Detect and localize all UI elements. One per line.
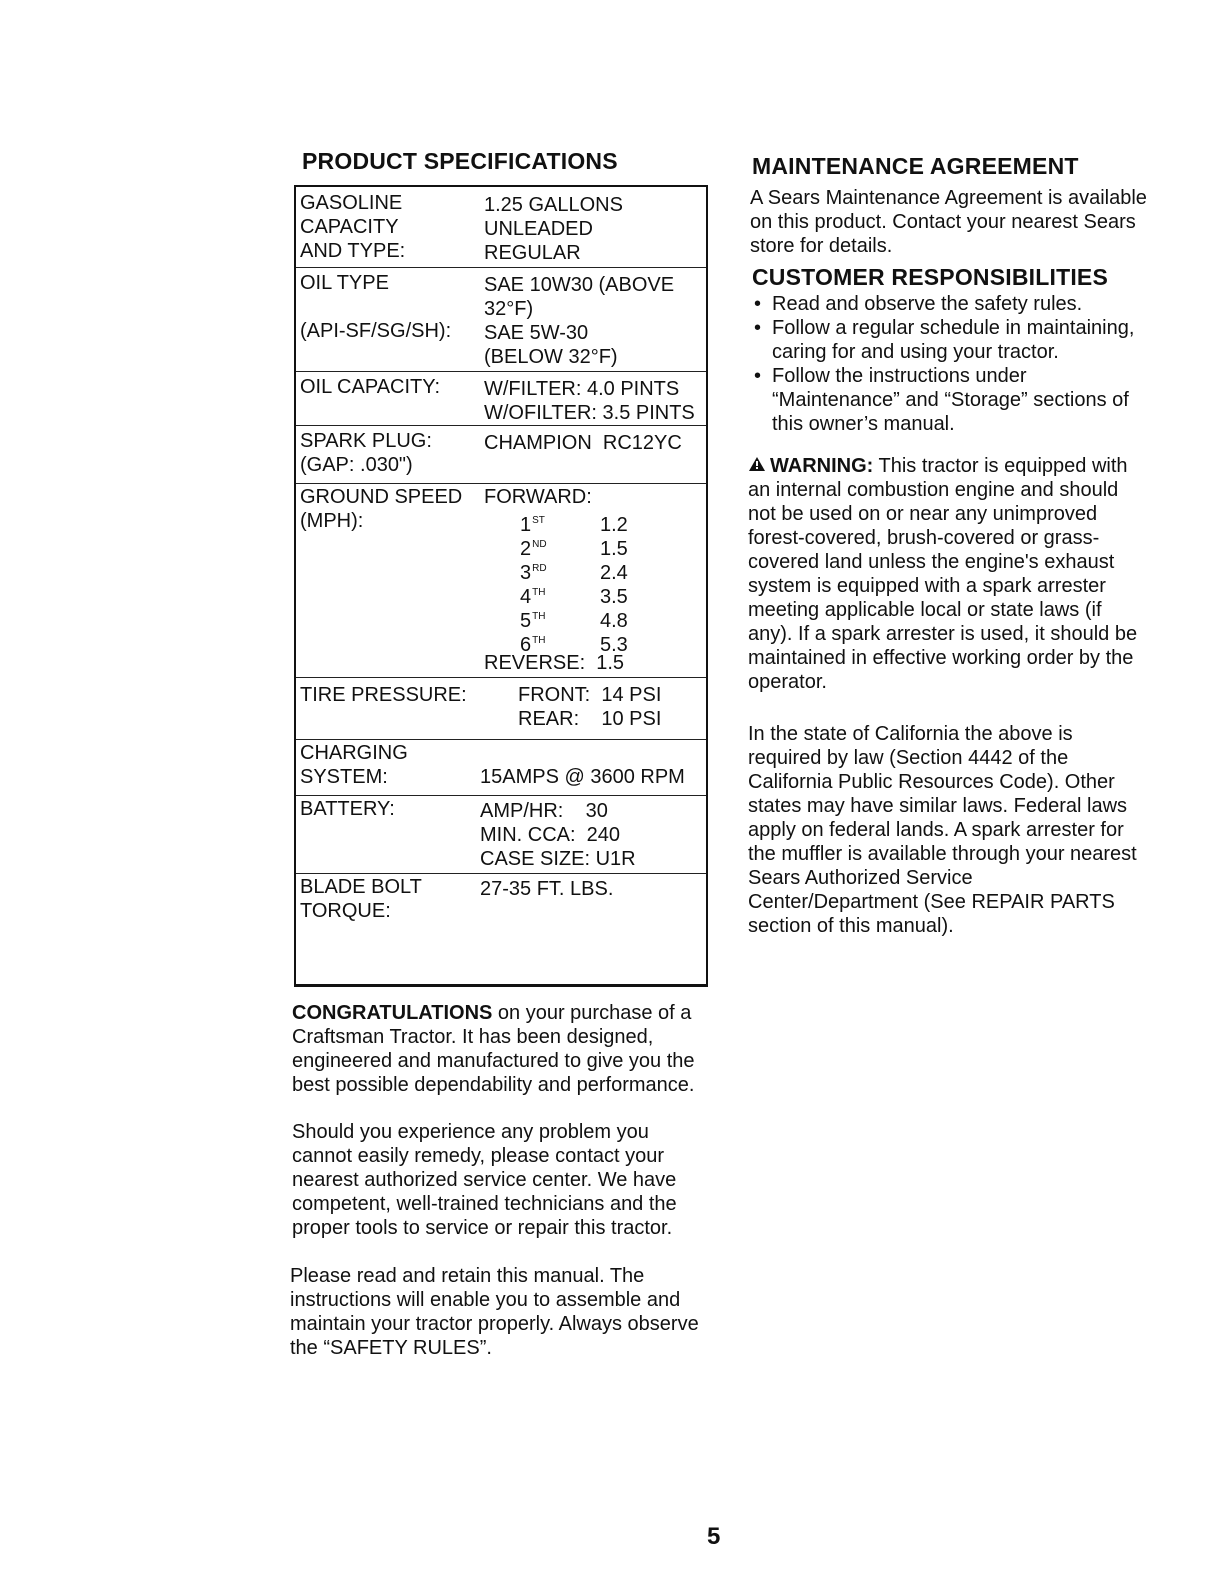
gear-speed: 5.3 xyxy=(600,634,628,656)
gear-speed-row xyxy=(520,605,628,632)
gear-speed: 3.5 xyxy=(600,586,628,608)
maintenance-agreement-heading: MAINTENANCE AGREEMENT xyxy=(752,153,1079,179)
spec-row-battery xyxy=(296,797,706,874)
gear-speed-row xyxy=(520,557,628,584)
spec-value: AMP/HR: 30 MIN. CCA: 240 CASE SIZE: U1R xyxy=(480,800,636,870)
gear-suffix: TH xyxy=(532,587,546,598)
list-item: • Follow a regular schedule in maintaining, caring for and using your tractor. xyxy=(752,316,1147,364)
list-item: • Follow the instructions under “Maintenance” and “Storage” sections of this owner’s manual. xyxy=(752,364,1147,436)
gear-number: 6TH xyxy=(520,634,546,656)
gear-number: 1ST xyxy=(520,514,545,536)
gear-speed: 4.8 xyxy=(600,610,628,632)
spec-label: TIRE PRESSURE: xyxy=(300,684,467,706)
gear-speed: 1.5 xyxy=(600,538,628,560)
spec-value: 1.25 GALLONS UNLEADED REGULAR xyxy=(484,194,623,264)
gear-speed: 2.4 xyxy=(600,562,628,584)
retain-manual-paragraph: Please read and retain this manual. The instructions will enable you to assemble and maintain your tractor properly. Always observe the “SAFETY RULES”. xyxy=(290,1265,699,1359)
gear-number: 4TH xyxy=(520,586,546,608)
spec-label: OIL CAPACITY: xyxy=(300,376,441,398)
service-paragraph: Should you experience any problem you cannot easily remedy, please contact your nearest authorized service center. We have competent, well-trained technicians and the proper tools to service or repair this tractor. xyxy=(292,1121,677,1239)
gear-speed-row xyxy=(520,509,628,536)
spec-row-blade-bolt xyxy=(296,875,706,985)
spec-label: SPARK PLUG: (GAP: .030") xyxy=(300,430,432,476)
list-item: • Read and observe the safety rules. xyxy=(752,292,1147,316)
spec-row-oil-type xyxy=(296,269,706,372)
reverse-speed: REVERSE: 1.5 xyxy=(484,652,625,674)
maintenance-agreement-text: A Sears Maintenance Agreement is available on this product. Contact your nearest Sears store for details. xyxy=(750,187,1147,257)
gear-number: 3RD xyxy=(520,562,547,584)
page-number: 5 xyxy=(707,1523,721,1550)
spec-value: CHAMPION RC12YC xyxy=(484,432,682,454)
gear-speed-row xyxy=(520,629,628,656)
warning-paragraph xyxy=(748,454,1148,694)
responsibilities-list xyxy=(752,292,1147,436)
spec-label: GASOLINE CAPACITY AND TYPE: xyxy=(300,192,406,262)
gear-suffix: TH xyxy=(532,611,546,622)
product-specifications-heading: PRODUCT SPECIFICATIONS xyxy=(302,148,618,174)
spec-value: 27-35 FT. LBS. xyxy=(480,878,614,900)
tire-rear: REAR: 10 PSI xyxy=(518,708,662,730)
warning-label: WARNING: xyxy=(770,455,874,477)
gear-suffix: RD xyxy=(532,563,547,574)
spec-value: SAE 10W30 (ABOVE 32°F) SAE 5W-30 (BELOW 32°F) xyxy=(484,274,675,368)
spec-label: GROUND SPEED (MPH): xyxy=(300,486,463,532)
customer-responsibilities-heading: CUSTOMER RESPONSIBILITIES xyxy=(752,264,1109,290)
warning-text: This tractor is equipped with an internal combustion engine and should not be used on or near any unimproved forest-covered, brush-covered or grass-covered land unless the engine's exhaust system is equipped with a spark arrester meeting applicable local or state laws (if any). If a spark arrester is used, it should be maintained in effective working order by the operator. xyxy=(748,455,1138,693)
congratulations-paragraph xyxy=(292,1001,702,1097)
spec-label: BATTERY: xyxy=(300,798,395,820)
gear-suffix: ST xyxy=(532,515,545,526)
gear-number: 2ND xyxy=(520,538,547,560)
gear-speed-row xyxy=(520,581,628,608)
spec-row-spark-plug xyxy=(296,427,706,484)
congratulations-lead: CONGRATULATIONS xyxy=(292,1002,493,1024)
spec-row-ground-speed xyxy=(296,485,706,678)
gear-suffix: TH xyxy=(532,635,546,646)
warning-triangle-icon xyxy=(748,454,766,478)
california-law-text: In the state of California the above is required by law (Section 4442 of the California Public Resources Code). Other states may have similar laws. Federal laws apply on federal lands. A spark arrester for the muffler is available through your nearest Sears Authorized Service Center/Department (See REPAIR PARTS section of this manual). xyxy=(748,723,1137,937)
gear-speed: 1.2 xyxy=(600,514,628,536)
congratulations-text: on your purchase of a Craftsman Tractor. It has been designed, engineered and manufactured to give you the best possible dependability and performance. xyxy=(292,1002,695,1096)
gear-number: 5TH xyxy=(520,610,546,632)
gear-speed-row xyxy=(520,533,628,560)
spec-label: CHARGING SYSTEM: xyxy=(300,742,408,788)
spec-row-gasoline xyxy=(296,187,706,268)
spec-row-charging xyxy=(296,741,706,796)
spec-label: OIL TYPE (API-SF/SG/SH): xyxy=(300,272,452,342)
gear-suffix: ND xyxy=(532,539,547,550)
forward-label: FORWARD: xyxy=(484,486,592,508)
spec-value: W/FILTER: 4.0 PINTS W/OFILTER: 3.5 PINTS xyxy=(484,378,695,424)
spec-value: 15AMPS @ 3600 RPM xyxy=(480,766,685,788)
spec-row-oil-capacity xyxy=(296,373,706,426)
specifications-table xyxy=(294,185,708,987)
tire-front: FRONT: 14 PSI xyxy=(518,684,662,706)
spec-label: BLADE BOLT TORQUE: xyxy=(300,876,422,922)
spec-row-tire-pressure xyxy=(296,679,706,740)
